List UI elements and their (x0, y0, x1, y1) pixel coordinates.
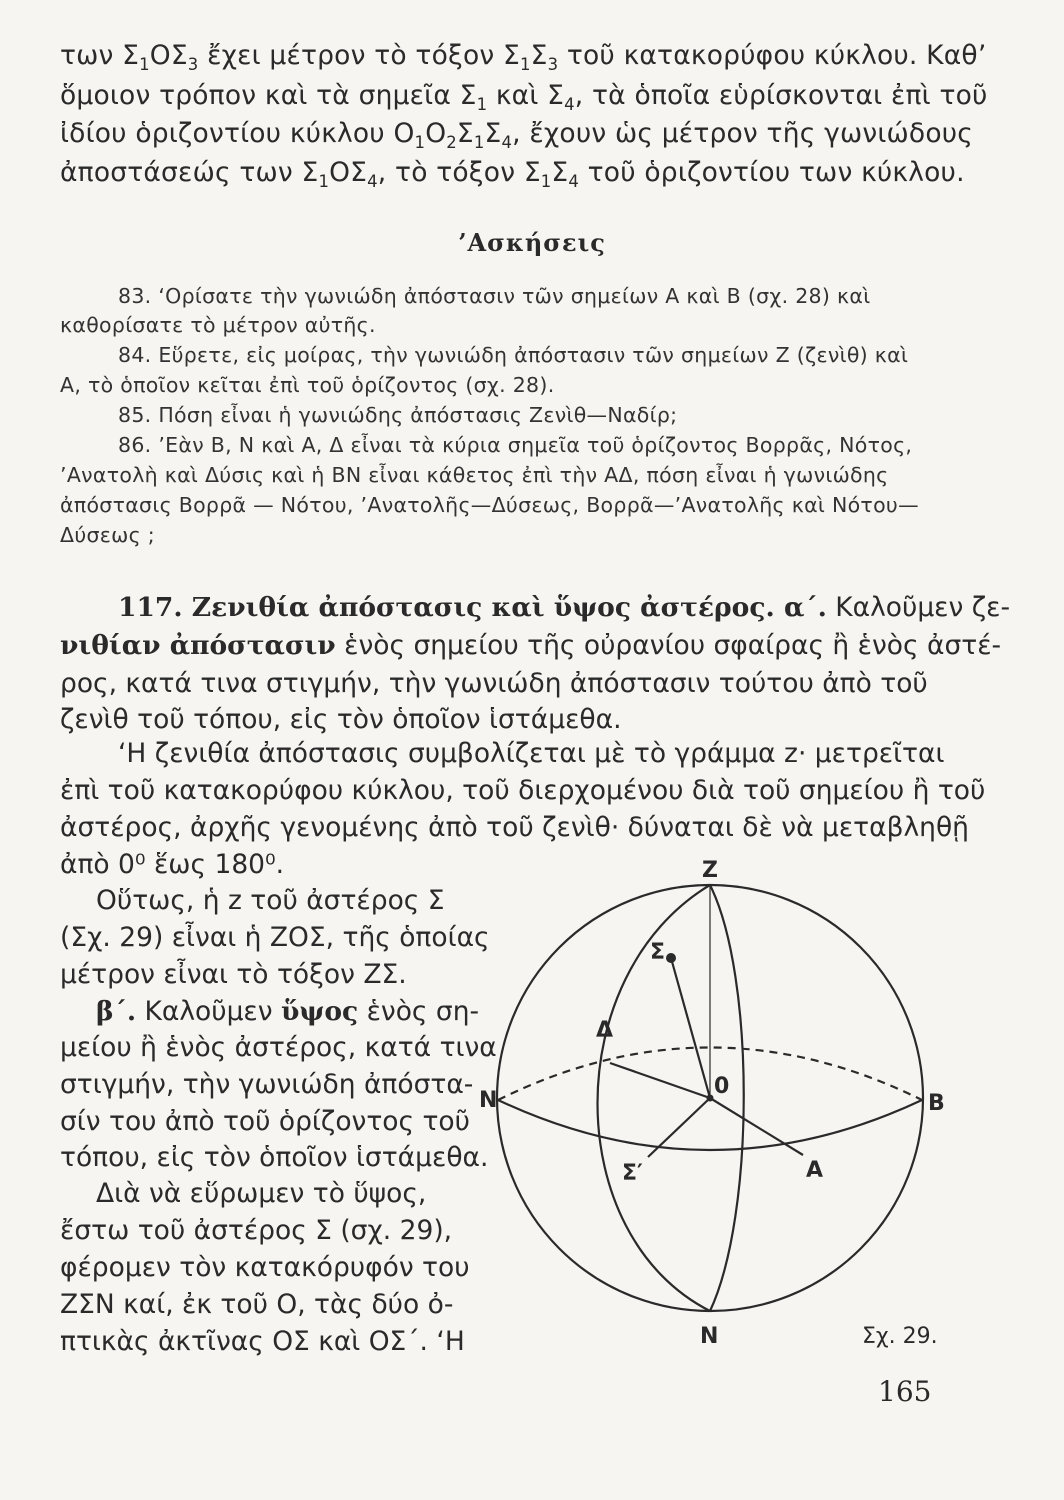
exercise-86-line-4: Δύσεως ; (60, 523, 155, 547)
exercise-83-line-1: 83. ‘Ορίσατε τὴν γωνιώδη ἀπόστασιν τῶν σημείων Α καὶ Β (σχ. 28) καὶ (118, 284, 871, 308)
section-117-line-2: νιθίαν ἀπόστασιν ἑνὸς σημείου τῆς οὐρανίου σφαίρας ἢ ἑνὸς ἀστέ- (60, 630, 1002, 661)
exercise-84-line-2: Α, τὸ ὁποῖον κεῖται ἐπὶ τοῦ ὁρίζοντος (σχ. 28). (60, 373, 555, 397)
exercise-86-line-2: ’Ανατολὴ καὶ Δύσις καὶ ἡ ΒΝ εἶναι κάθετος ἐπὶ τὴν ΑΔ, πόση εἶναι ἡ γωνιώδης (60, 463, 889, 487)
intro-line-3: ἰδίου ὁριζοντίου κύκλου $O_1O_2\Sigma_1\Sigma_4$, ἔχουν ὡς μέτρον τῆς γωνιώδους (60, 118, 974, 152)
side-line-5: μείου ἢ ἑνὸς ἀστέρος, κατά τινα (60, 1032, 497, 1063)
section-117-line-7: ἀστέρος, ἀρχῆς γενομένης ἀπὸ τοῦ ζενὶθ· δύναται δὲ νὰ μεταβληθῇ (60, 812, 969, 843)
figure-caption: Σχ. 29. (862, 1324, 938, 1349)
exercise-86-line-1: 86. ’Εὰν Β, Ν καὶ Α, Δ εἶναι τὰ κύρια σημεῖα τοῦ ὁρίζοντος Βορρᾶς, Νότος, (118, 433, 913, 457)
label-N-left: N (479, 1088, 498, 1113)
section-title: Ζενιθία ἀπόστασις καὶ ὕψος ἀστέρος. (182, 592, 775, 623)
side-line-3: μέτρον εἶναι τὸ τόξον ΖΣ. (60, 959, 407, 990)
side-line-4: β΄. Καλοῦμεν ὕψος ἑνὸς ση- (96, 996, 480, 1027)
exercise-86-line-3: ἀπόστασις Βορρᾶ — Νότου, ’Ανατολῆς—Δύσεως, Βορρᾶ—’Ανατολῆς καὶ Νότου— (60, 493, 919, 517)
label-Sigma-prime: Σ′ (622, 1161, 643, 1186)
side-line-7: σίν του ἀπὸ τοῦ ὁρίζοντος τοῦ (60, 1106, 470, 1137)
section-number: 117. (118, 592, 183, 623)
page-number: 165 (878, 1375, 932, 1408)
label-star-Sigma: Σ (650, 940, 666, 965)
horizon-front-arc (498, 1100, 922, 1150)
section-117-line-5: ‘Η ζενιθία ἀπόστασις συμβολίζεται μὲ τὸ γράμμα z· μετρεῖται (118, 738, 945, 769)
side-line-8: τόπου, εἰς τὸν ὁποῖον ἱστάμεθα. (60, 1142, 489, 1173)
exercise-83-line-2: καθορίσατε τὸ μέτρον αὐτῆς. (60, 313, 376, 337)
section-117-line-6: ἐπὶ τοῦ κατακορύφου κύκλου, τοῦ διερχομένου διὰ τοῦ σημείου ἢ τοῦ (60, 775, 986, 806)
observer-O-dot (707, 1095, 714, 1102)
side-line-11: φέρομεν τὸν κατακόρυφόν του (60, 1252, 470, 1283)
exercises-heading: ’Ασκήσεις (458, 228, 606, 257)
label-B: B (928, 1091, 945, 1116)
label-zenith-Z: Z (702, 858, 718, 883)
section-117-line-4: ζενὶθ τοῦ τόπου, εἰς τὸν ὁποῖον ἱστάμεθα. (60, 704, 622, 735)
side-line-10: ἔστω τοῦ ἀστέρος Σ (σχ. 29), (60, 1215, 453, 1246)
star-sigma-dot (666, 953, 676, 963)
figure-29-celestial-sphere (470, 855, 970, 1365)
exercise-85: 85. Πόση εἶναι ἡ γωνιώδης ἀπόστασις Ζενὶθ—Ναδίρ; (118, 403, 678, 427)
side-line-6: στιγμήν, τὴν γωνιώδη ἀπόστα- (60, 1069, 474, 1100)
ray-O-Delta (610, 1063, 710, 1098)
section-117-line-3: ρος, κατά τινα στιγμήν, τὴν γωνιώδη ἀπόστασιν τούτου ἀπὸ τοῦ (60, 668, 928, 699)
side-line-13: πτικὰς ἀκτῖνας ΟΣ καὶ ΟΣ΄. ‘Η (60, 1326, 465, 1357)
intro-line-1: των $\Sigma_1O\Sigma_3$ ἔχει μέτρον τὸ τόξον $\Sigma_1\Sigma_3$ τοῦ κατακορύφου κύκλου. Καθ’ (60, 40, 987, 74)
label-N-bottom: N (700, 1324, 719, 1349)
exercise-84-line-1: 84. Εὕρετε, εἰς μοίρας, τὴν γωνιώδη ἀπόστασιν τῶν σημείων Ζ (ζενὶθ) καὶ (118, 343, 909, 367)
side-line-2: (Σχ. 29) εἶναι ἡ ΖΟΣ, τῆς ὁποίας (60, 922, 490, 953)
side-line-12: ΖΣΝ καί, ἐκ τοῦ Ο, τὰς δύο ὀ- (60, 1289, 454, 1320)
label-Delta: Δ (596, 1018, 614, 1043)
intro-line-2: ὅμοιον τρόπον καὶ τὰ σημεῖα $\Sigma_1$ καὶ $\Sigma_4$, τὰ ὁποῖα εὑρίσκονται ἐπὶ τοῦ (60, 80, 988, 114)
label-O: 0 (714, 1074, 730, 1099)
side-line-1: Οὕτως, ἡ z τοῦ ἀστέρος Σ (96, 885, 445, 916)
ray-O-A (710, 1098, 803, 1155)
side-line-9: Διὰ νὰ εὕρωμεν τὸ ὕψος, (96, 1178, 427, 1209)
section-117-line-1: 117. Ζενιθία ἀπόστασις καὶ ὕψος ἀστέρος. α΄. Καλοῦμεν ζε- (118, 592, 1011, 623)
label-A: Α (806, 1158, 824, 1183)
section-117-line-8: ἀπὸ 0⁰ ἕως 180⁰. (60, 849, 285, 880)
ray-O-Sigma (671, 958, 710, 1098)
intro-line-4: ἀποστάσεώς των $\Sigma_1O\Sigma_4$, τὸ τόξον $\Sigma_1\Sigma_4$ τοῦ ὁριζοντίου των κύκλου. (60, 157, 965, 191)
